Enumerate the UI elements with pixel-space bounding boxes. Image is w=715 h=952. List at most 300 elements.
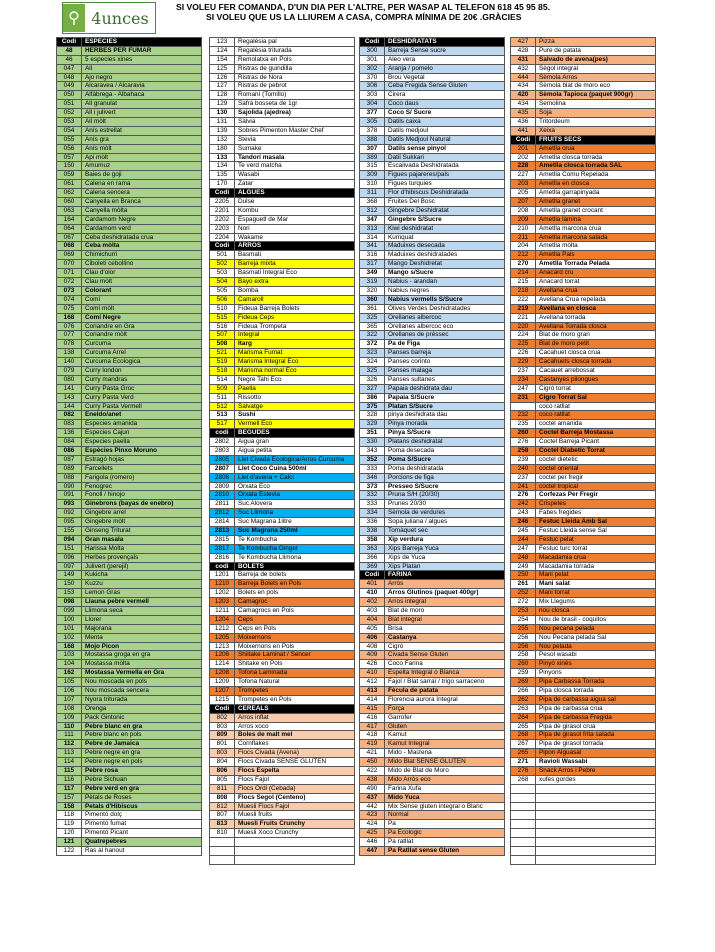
section-header-row: [360, 38, 504, 47]
product-code: 803: [210, 723, 235, 731]
product-row: [210, 714, 354, 723]
product-code: 517: [210, 420, 235, 428]
product-name: Festuc pelat: [539, 535, 574, 543]
product-row: [210, 749, 354, 758]
product-code: 102: [57, 634, 82, 642]
product-code: 144: [57, 403, 82, 411]
product-row: [360, 811, 504, 820]
product-code: 202: [511, 154, 536, 162]
product-code: 312: [360, 207, 385, 215]
product-row: [210, 447, 354, 456]
product-code: 1209: [210, 678, 235, 686]
product-name: Muesli Flocs Fajol: [238, 802, 290, 810]
product-row: [210, 723, 354, 732]
product-row: [360, 225, 504, 234]
product-name: Nabius vermells S/Sucre: [388, 295, 463, 303]
product-code: Codi: [210, 242, 235, 250]
product-code: 070: [57, 260, 82, 268]
product-name: Espelta Integral o Blanca: [388, 669, 460, 677]
product-name: Pinyons: [539, 669, 562, 677]
product-code: 109: [57, 714, 82, 722]
product-code: 327: [360, 385, 385, 393]
product-name: Mostassa Vermella en Gra: [85, 669, 165, 677]
product-code: 055: [57, 136, 82, 144]
product-code: 329: [360, 420, 385, 428]
product-code: 090: [57, 483, 82, 491]
product-code: 435: [511, 109, 536, 117]
product-name: pinya deshidrata dau: [388, 411, 448, 419]
product-name: Ametlla granet crocant: [539, 206, 603, 214]
product-row: [210, 660, 354, 669]
product-row: [511, 447, 655, 456]
product-row: [511, 225, 655, 234]
product-row: [57, 500, 201, 509]
product-code: 094: [57, 536, 82, 544]
product-name: Presseo S/Sucre: [388, 482, 439, 490]
product-name: Mango s/Sucre: [388, 269, 434, 277]
product-row: [210, 829, 354, 838]
product-row: [210, 358, 354, 367]
product-name: Flocs Segol (Centeno): [238, 793, 306, 801]
product-code: 249: [511, 563, 536, 571]
product-code: 262: [511, 696, 536, 704]
product-row: [511, 358, 655, 367]
product-name: Pimentó fumat: [85, 820, 127, 828]
product-code: 509: [210, 385, 235, 393]
product-code: 505: [210, 287, 235, 295]
product-name: Datil Sukkari: [388, 153, 424, 161]
product-row: [210, 509, 354, 518]
product-name: Kamut: [388, 731, 407, 739]
product-row: [511, 162, 655, 171]
product-row: [511, 794, 655, 803]
product-code: 351: [360, 429, 385, 437]
product-name: Pipa de carbassa crua: [539, 704, 603, 712]
product-name: [536, 838, 655, 846]
product-row: [360, 527, 504, 536]
product-name: Clau d'olor: [85, 269, 116, 277]
product-name: Te Kombucha Llimona: [238, 553, 302, 561]
product-code: 319: [360, 278, 385, 286]
product-row: [511, 420, 655, 429]
product-code: 113: [57, 749, 82, 757]
product-code: 801: [210, 740, 235, 748]
product-row: [511, 109, 655, 118]
product-code: 080: [57, 376, 82, 384]
product-code: 086: [57, 447, 82, 455]
product-code: 076: [57, 323, 82, 331]
product-code: 073: [57, 287, 82, 295]
product-name: Blat integral: [388, 615, 422, 623]
product-code: 252: [511, 589, 536, 597]
product-name: Trompetes: [238, 687, 269, 695]
product-code: 071: [57, 269, 82, 277]
product-name: Salvado de avena(pes): [539, 55, 608, 63]
product-code: 306: [360, 82, 385, 90]
product-name: Panses sultanes: [388, 375, 435, 383]
product-name: Mido Blat SENSE GLUTEN: [388, 758, 466, 766]
product-code: 263: [511, 705, 536, 713]
product-name: Dulse: [238, 198, 255, 206]
product-code: 1203: [210, 598, 235, 606]
product-row: [360, 447, 504, 456]
product-name: Pipa de girasol torrada: [539, 740, 604, 748]
product-row: [210, 687, 354, 696]
product-name: Sèmola blat de moro eco: [539, 82, 611, 90]
product-code: 341: [360, 242, 385, 250]
product-row: [511, 260, 655, 269]
product-row: [511, 314, 655, 323]
product-name: xufes gordes: [539, 775, 576, 783]
product-name: Sopa juliana / algues: [388, 518, 448, 526]
product-code: Codi: [360, 38, 385, 46]
product-row: [210, 251, 354, 260]
product-row: [210, 483, 354, 492]
product-row: [57, 625, 201, 634]
product-name: Shitake en Pols: [238, 660, 283, 668]
product-code: 048: [57, 74, 82, 82]
product-row: [210, 65, 354, 74]
product-name: Festuc Lleida Amb Sal: [539, 518, 607, 526]
product-code: 258: [511, 447, 536, 455]
product-name: Snack Arros i Pebre: [539, 767, 596, 775]
product-name: Avellana Torrada closca: [539, 322, 607, 330]
product-row: [360, 331, 504, 340]
product-code: 320: [360, 287, 385, 295]
product-name: Coco daus: [388, 100, 419, 108]
product-name: Festuc turc torrat: [539, 544, 588, 552]
product-code: 047: [57, 65, 82, 73]
product-row: [511, 669, 655, 678]
product-row: [511, 438, 655, 447]
product-row: [57, 651, 201, 660]
product-name: Fècula de patata: [388, 687, 439, 695]
product-name: Pebre Sichuan: [85, 775, 127, 783]
product-name: Suc Magrana 250ml: [238, 526, 298, 534]
product-code: 1201: [210, 571, 235, 579]
product-name: FARINA: [388, 571, 412, 579]
product-code: 170: [210, 180, 235, 188]
product-row: [57, 56, 201, 65]
product-code: 2204: [210, 234, 235, 242]
logo: [62, 2, 156, 34]
product-row: [511, 554, 655, 563]
product-name: coco ratllat: [539, 402, 570, 410]
product-name: Orenga: [85, 704, 107, 712]
product-name: Ginebrons (bayas de enebro): [85, 500, 174, 508]
product-name: Flocs Espelta: [238, 767, 280, 775]
product-name: BEGUDES: [238, 429, 270, 437]
product-row: [360, 598, 504, 607]
product-name: Curcuma: [85, 340, 111, 348]
product-name: Xips Platan: [388, 562, 421, 570]
product-row: [360, 838, 504, 847]
product-name: Petals d'Hibiscus: [85, 802, 138, 810]
product-name: Moixernons en Pols: [238, 642, 295, 650]
product-code: 158: [57, 803, 82, 811]
product-code: 313: [360, 225, 385, 233]
product-code: 250: [511, 571, 536, 579]
product-name: Fenogrec: [85, 482, 112, 490]
product-row: [511, 651, 655, 660]
product-code: 378: [360, 127, 385, 135]
product-code: 323: [360, 349, 385, 357]
product-name: ARROS: [238, 242, 262, 250]
product-row: [360, 189, 504, 198]
product-name: Anís gra: [85, 135, 109, 143]
product-code: 270: [511, 260, 536, 268]
product-code: 123: [210, 38, 235, 46]
product-name: BOLETS: [238, 562, 264, 570]
product-row: [511, 536, 655, 545]
product-row: [210, 811, 354, 820]
product-code: 2802: [210, 438, 235, 446]
product-name: Platan S/Sucre: [388, 402, 433, 410]
product-code: 153: [57, 589, 82, 597]
product-row: [57, 367, 201, 376]
product-row: [360, 216, 504, 225]
product-row: [360, 314, 504, 323]
product-code: 266: [511, 687, 536, 695]
product-code: 149: [57, 571, 82, 579]
product-row: [210, 367, 354, 376]
product-name: Calena en rama: [85, 180, 131, 188]
product-name: Orellanes albercoc eco: [388, 322, 454, 330]
product-name: Sobres Pimenton Master Chef: [238, 126, 324, 134]
product-code: 111: [57, 731, 82, 739]
product-code: 204: [511, 242, 536, 250]
product-row: [360, 767, 504, 776]
product-code: 110: [57, 723, 82, 731]
product-row: [511, 500, 655, 509]
product-code: Codi: [57, 38, 82, 46]
product-row: [360, 305, 504, 314]
product-code: 412: [360, 678, 385, 686]
product-row: [360, 678, 504, 687]
product-row: [57, 554, 201, 563]
product-name: Muesli Xoco Crunchy: [238, 829, 299, 837]
product-code: 444: [511, 74, 536, 82]
product-name: Pipa Carbassa Torrada: [539, 678, 605, 686]
product-row: [511, 838, 655, 847]
product-name: Pebre negre en gra: [85, 749, 141, 757]
product-row: [511, 278, 655, 287]
product-row: [511, 829, 655, 838]
product-code: 2203: [210, 225, 235, 233]
product-code: 1210: [210, 580, 235, 588]
product-code: 211: [511, 234, 536, 242]
product-row: [210, 376, 354, 385]
product-code: 511: [210, 394, 235, 402]
product-name: Especies amanida: [85, 420, 138, 428]
product-name: Prunes 20/30: [388, 500, 427, 508]
product-name: Clau mòlt: [85, 278, 112, 286]
product-name: Ras al hanout: [85, 847, 125, 855]
product-name: Itarg: [238, 340, 252, 348]
product-row: [511, 349, 655, 358]
product-code: 347: [360, 216, 385, 224]
product-row: [360, 127, 504, 136]
product-code: 333: [360, 500, 385, 508]
product-row: [360, 358, 504, 367]
product-row: [210, 56, 354, 65]
product-code: 386: [360, 394, 385, 402]
product-row: [360, 91, 504, 100]
product-name: Aranja / pomelo: [388, 64, 433, 72]
product-row: [57, 376, 201, 385]
product-row: [57, 660, 201, 669]
product-row: [360, 589, 504, 598]
product-name: Ametlla closca torrada SAL: [539, 162, 623, 170]
product-name: Romaní (Tomillo): [238, 91, 287, 99]
product-name: All: [85, 64, 93, 72]
product-name: Pimentó Picant: [85, 829, 128, 837]
product-row: [511, 607, 655, 616]
product-code: [511, 803, 536, 811]
product-code: 2205: [210, 198, 235, 206]
price-column-1: [56, 37, 202, 856]
product-row: [511, 687, 655, 696]
product-row: [210, 82, 354, 91]
product-code: 805: [210, 776, 235, 784]
product-code: 210: [511, 225, 536, 233]
product-row: [511, 207, 655, 216]
product-name: Pure de patata: [539, 46, 581, 54]
product-row: [57, 776, 201, 785]
product-name: Pizza: [539, 38, 555, 45]
product-name: Calena sencera: [85, 189, 130, 197]
product-code: 214: [511, 269, 536, 277]
product-row: [210, 305, 354, 314]
product-name: Coctel Barreja Picant: [539, 438, 600, 446]
product-name: Aigua petita: [238, 446, 272, 454]
product-name: Fonoll / hinojo: [85, 491, 125, 499]
product-code: 434: [511, 82, 536, 90]
product-code: 804: [210, 758, 235, 766]
product-row: [360, 545, 504, 554]
product-row: [57, 109, 201, 118]
product-code: Codi: [210, 705, 235, 713]
product-name: coctel tropical: [539, 482, 579, 490]
product-row: [210, 171, 354, 180]
product-name: Mido - Maizena: [388, 749, 432, 757]
product-name: Arros inflat: [238, 713, 269, 721]
product-code: 446: [360, 838, 385, 846]
product-name: Pruna S/H (20/30): [388, 491, 440, 499]
product-row: [511, 198, 655, 207]
product-row: [511, 38, 655, 47]
product-row: [511, 483, 655, 492]
product-name: Mido Arròs eco: [388, 775, 431, 783]
product-name: Baies de goji: [85, 171, 122, 179]
product-code: 438: [360, 776, 385, 784]
product-code: [511, 838, 536, 846]
product-row: [57, 785, 201, 794]
product-row: [57, 607, 201, 616]
product-name: coctel per fregir: [539, 473, 584, 481]
product-row: [511, 491, 655, 500]
product-row: [210, 394, 354, 403]
product-code: 447: [360, 847, 385, 855]
product-name: Força: [388, 704, 405, 712]
product-code: 1205: [210, 634, 235, 642]
product-name: Festuc Lleida sense Sal: [539, 526, 607, 534]
product-code: 303: [360, 91, 385, 99]
product-name: [536, 811, 655, 819]
product-code: 437: [360, 794, 385, 802]
product-code: 151: [57, 545, 82, 553]
product-name: Ceba deshidratada crua: [85, 233, 154, 241]
product-name: Blat de moro petit: [539, 340, 590, 348]
order-notice: [176, 2, 576, 22]
product-code: 132: [210, 136, 235, 144]
product-name: Pipa de carbassa Fregida: [539, 713, 612, 721]
product-name: Kumquat: [388, 233, 414, 241]
product-name: [536, 856, 655, 864]
product-name: Bolets en pols: [238, 589, 279, 597]
product-code: [511, 847, 536, 855]
product-name: Avellana torrada: [539, 313, 586, 321]
product-code: 1215: [210, 696, 235, 704]
product-row: [210, 554, 354, 563]
product-row: [360, 731, 504, 740]
product-row: [210, 74, 354, 83]
product-row: [511, 696, 655, 705]
product-name: Estragó hojas: [85, 455, 125, 463]
product-name: Stevia: [238, 135, 256, 143]
product-row: [210, 696, 354, 705]
product-row: [210, 385, 354, 394]
product-code: [511, 829, 536, 837]
product-code: 143: [57, 394, 82, 402]
product-code: 410: [360, 669, 385, 677]
product-code: 203: [511, 180, 536, 188]
product-code: 428: [511, 47, 536, 55]
product-code: 803: [210, 749, 235, 757]
product-name: Flocs Ordi (Cebada): [238, 784, 296, 792]
product-code: 501: [210, 251, 235, 259]
product-code: 139: [210, 127, 235, 135]
product-name: Ametlla garrapinyada: [539, 189, 600, 197]
product-name: Ciboleti cebollino: [85, 260, 134, 268]
product-name: Majorana: [85, 624, 112, 632]
product-name: Gingebre S/Sucre: [388, 215, 442, 223]
product-name: Pipa closca torrada: [539, 687, 594, 695]
product-row: [210, 580, 354, 589]
product-name: Nou Pecana pelada Sal: [539, 633, 607, 641]
product-row: [210, 491, 354, 500]
product-code: 502: [210, 260, 235, 268]
product-row: [57, 509, 201, 518]
product-row: [360, 180, 504, 189]
product-row: [360, 758, 504, 767]
product-code: 129: [210, 100, 235, 108]
product-row: [511, 527, 655, 536]
product-row: [210, 216, 354, 225]
product-row: [57, 100, 201, 109]
product-name: Julivert (perejil): [85, 562, 129, 570]
product-code: 168: [57, 643, 82, 651]
product-name: Pipa de girasol frita salada: [539, 731, 615, 739]
product-code: 244: [511, 536, 536, 544]
product-name: CEREALS: [238, 704, 269, 712]
product-name: Llorer: [85, 615, 102, 623]
product-code: 097: [57, 563, 82, 571]
product-row: [360, 696, 504, 705]
product-name: Mani torrat: [539, 589, 570, 597]
product-code: 063: [57, 207, 82, 215]
product-name: Flocs Civada (Avena): [238, 749, 299, 757]
